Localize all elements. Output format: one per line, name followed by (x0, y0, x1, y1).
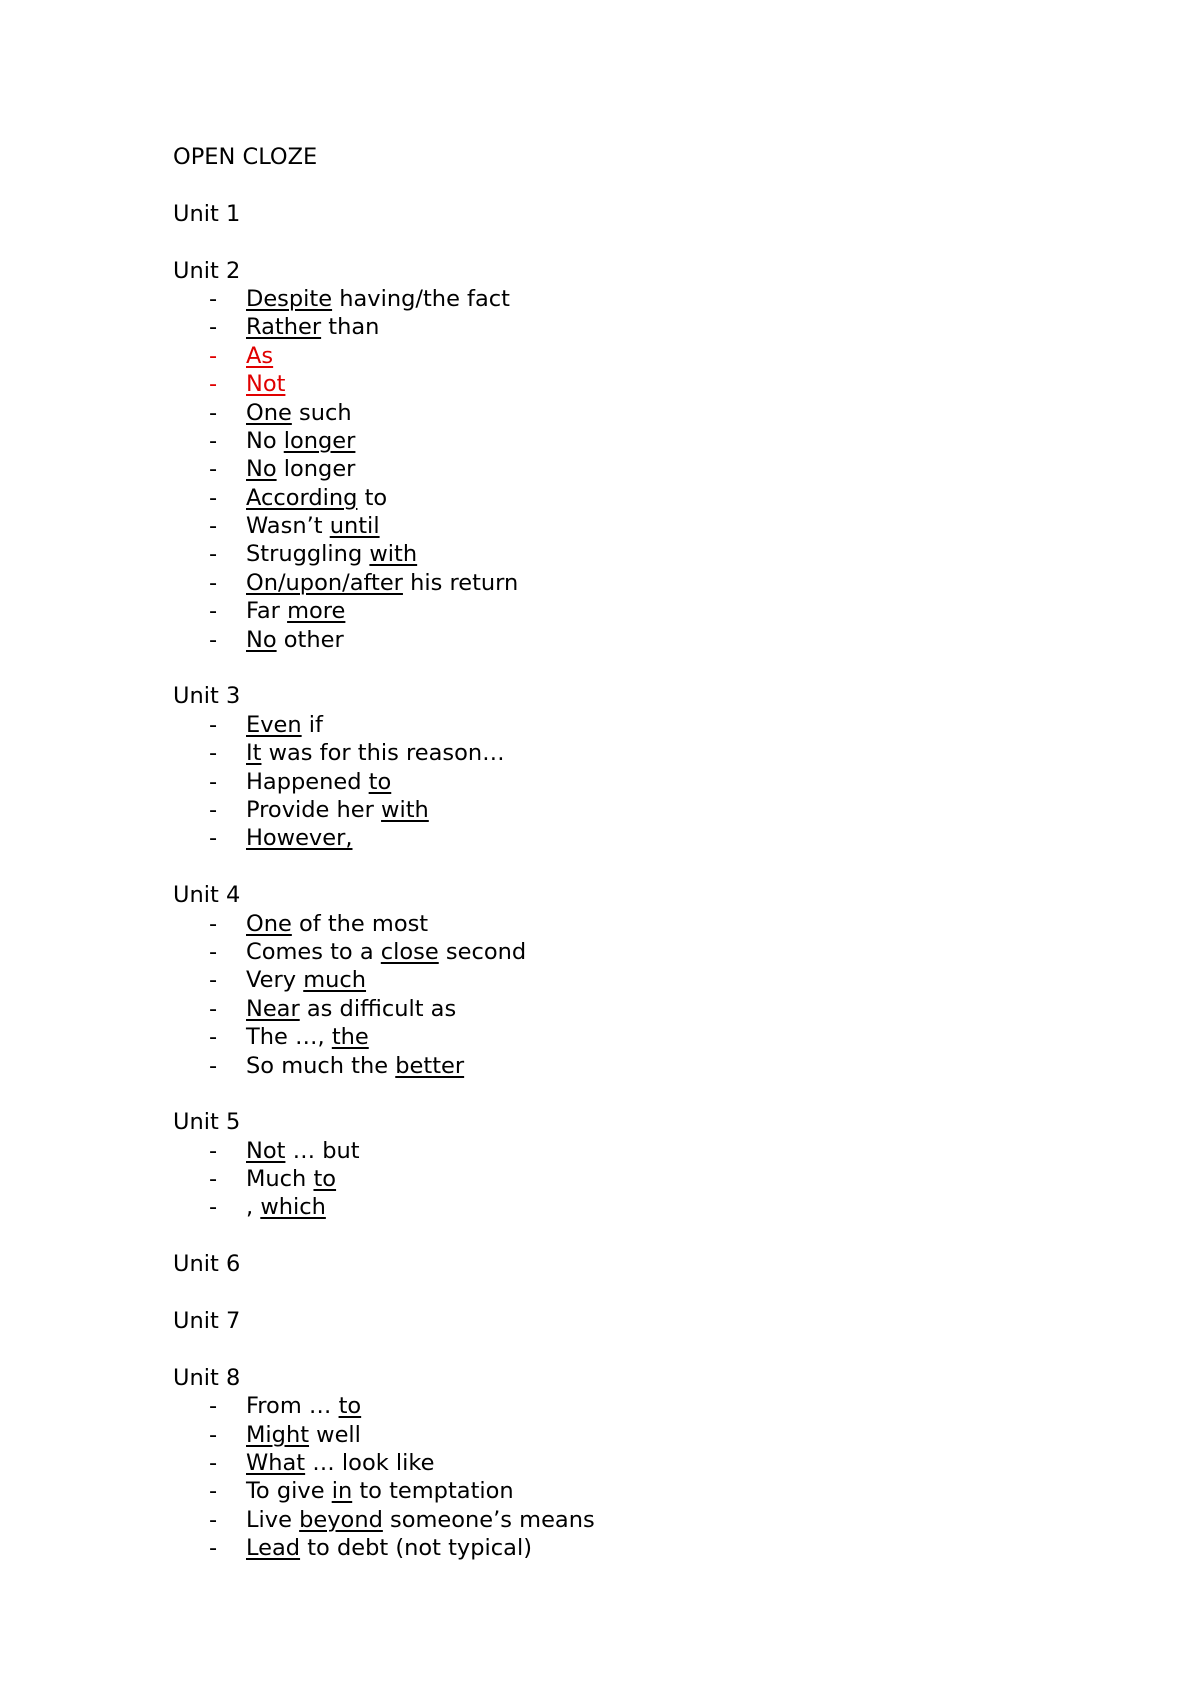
underlined-word: with (381, 796, 429, 823)
phrase-text (246, 285, 510, 313)
list-dash: - (209, 342, 218, 369)
list-dash: - (209, 626, 218, 653)
list-dash: - (209, 740, 218, 767)
phrase-text (246, 455, 355, 483)
phrase-fragment: of the most (291, 910, 429, 937)
phrase-fragment: Happened (246, 768, 369, 795)
list-dash: - (209, 569, 218, 596)
phrase-fragment: Far (246, 598, 288, 625)
list-item (173, 313, 1133, 341)
underlined-word: Near (246, 995, 300, 1022)
underlined-word: with (369, 541, 418, 568)
phrase-list (173, 711, 1133, 853)
list-dash: - (209, 456, 218, 483)
phrase-text (246, 370, 285, 398)
list-item (173, 1165, 1133, 1193)
list-dash: - (209, 796, 218, 823)
unit-section (173, 1250, 1133, 1278)
underlined-word: to (368, 768, 392, 795)
phrase-fragment: longer (276, 456, 356, 483)
phrase-text (246, 1477, 514, 1505)
list-dash: - (209, 938, 218, 965)
unit-section (173, 1364, 1133, 1563)
underlined-word: close (380, 938, 439, 965)
document-page (173, 143, 1133, 1563)
list-dash: - (209, 910, 218, 937)
list-item (173, 455, 1133, 483)
list-dash: - (209, 1449, 218, 1476)
list-item (173, 1392, 1133, 1420)
phrase-text (246, 910, 428, 938)
list-dash: - (209, 1506, 218, 1533)
unit-heading: Unit 3 (173, 683, 241, 710)
underlined-word: No (246, 456, 277, 483)
units-container (173, 200, 1133, 1563)
list-item (173, 626, 1133, 654)
unit-section (173, 1307, 1133, 1335)
underlined-word: Lead (246, 1535, 301, 1562)
phrase-fragment: The …, (246, 1024, 332, 1051)
phrase-fragment: Live (246, 1506, 300, 1533)
phrase-fragment: someone’s means (382, 1506, 595, 1533)
phrase-fragment: his return (402, 569, 519, 596)
document-title: OPEN CLOZE (173, 144, 318, 170)
underlined-word: more (287, 598, 346, 625)
phrase-text (246, 938, 526, 966)
list-item (173, 427, 1133, 455)
list-dash: - (209, 1052, 218, 1079)
underlined-word: One (246, 910, 292, 937)
list-dash: - (209, 285, 218, 312)
underlined-word: to (338, 1393, 362, 1420)
phrase-text (246, 1421, 361, 1449)
phrase-fragment: … but (285, 1137, 360, 1164)
phrase-text (246, 1506, 595, 1534)
phrase-text (246, 1534, 532, 1562)
phrase-text (246, 1449, 434, 1477)
list-dash: - (209, 1137, 218, 1164)
list-item (173, 597, 1133, 625)
phrase-fragment: second (438, 938, 527, 965)
phrase-fragment: So much the (246, 1052, 396, 1079)
unit-heading: Unit 1 (173, 200, 241, 227)
phrase-fragment: Much (246, 1166, 314, 1193)
phrase-text (246, 739, 505, 767)
unit-section (173, 881, 1133, 1080)
phrase-text (246, 569, 518, 597)
list-item (173, 540, 1133, 568)
list-item (173, 768, 1133, 796)
underlined-word: to (313, 1166, 337, 1193)
phrase-fragment: No (246, 427, 284, 454)
list-dash: - (209, 1393, 218, 1420)
unit-section (173, 200, 1133, 228)
list-dash: - (209, 1024, 218, 1051)
underlined-word: longer (283, 427, 356, 454)
list-item (173, 1506, 1133, 1534)
underlined-word: Not (246, 1137, 286, 1164)
phrase-fragment: to debt (not typical) (300, 1535, 532, 1562)
phrase-text (246, 342, 273, 370)
phrase-text (246, 1165, 336, 1193)
list-dash: - (209, 484, 218, 511)
list-item (173, 1137, 1133, 1165)
phrase-text (246, 313, 379, 341)
unit-heading: Unit 7 (173, 1308, 241, 1335)
underlined-word: One (246, 399, 292, 426)
list-dash: - (209, 598, 218, 625)
list-dash: - (209, 513, 218, 540)
phrase-fragment: to temptation (352, 1478, 514, 1505)
unit-section (173, 1108, 1133, 1222)
underlined-word: beyond (299, 1506, 383, 1533)
underlined-word: the (331, 1024, 369, 1051)
list-item (173, 1421, 1133, 1449)
underlined-word: Not (246, 371, 286, 398)
phrase-text (246, 626, 344, 654)
underlined-word: Even (246, 711, 302, 738)
underlined-word: However, (246, 825, 353, 852)
list-item (173, 910, 1133, 938)
phrase-fragment: Struggling (246, 541, 370, 568)
underlined-word: Might (246, 1421, 310, 1448)
phrase-text (246, 796, 429, 824)
list-dash: - (209, 825, 218, 852)
phrase-text (246, 484, 387, 512)
list-dash: - (209, 1478, 218, 1505)
phrase-text (246, 1193, 326, 1221)
phrase-text (246, 1392, 361, 1420)
phrase-text (246, 995, 456, 1023)
phrase-fragment: having/the fact (332, 285, 510, 312)
phrase-text (246, 399, 352, 427)
list-item (173, 1534, 1133, 1562)
phrase-list (173, 910, 1133, 1080)
underlined-word: in (331, 1478, 353, 1505)
phrase-list (173, 1137, 1133, 1222)
phrase-fragment: … look like (305, 1449, 435, 1476)
phrase-fragment: if (301, 711, 323, 738)
phrase-fragment: Provide her (246, 796, 382, 823)
list-item (173, 995, 1133, 1023)
phrase-list (173, 1392, 1133, 1562)
unit-heading: Unit 4 (173, 882, 241, 909)
list-dash: - (209, 967, 218, 994)
underlined-word: What (246, 1449, 306, 1476)
list-dash: - (209, 768, 218, 795)
phrase-text (246, 512, 380, 540)
phrase-fragment: , (246, 1194, 261, 1221)
underlined-word: much (303, 967, 367, 994)
list-item (173, 484, 1133, 512)
phrase-fragment: Comes to a (246, 938, 381, 965)
underlined-word: until (329, 513, 380, 540)
phrase-fragment: Very (246, 967, 304, 994)
underlined-word: It (246, 740, 262, 767)
list-item (173, 342, 1133, 370)
phrase-text (246, 1137, 360, 1165)
phrase-text (246, 711, 323, 739)
phrase-fragment: than (321, 314, 380, 341)
list-dash: - (209, 1194, 218, 1221)
unit-heading: Unit 2 (173, 257, 241, 284)
list-dash: - (209, 541, 218, 568)
phrase-fragment: well (309, 1421, 361, 1448)
phrase-list (173, 285, 1133, 654)
phrase-text (246, 427, 355, 455)
list-item (173, 966, 1133, 994)
underlined-word: According (246, 484, 358, 511)
phrase-fragment: such (291, 399, 352, 426)
list-item (173, 1477, 1133, 1505)
unit-section (173, 257, 1133, 654)
phrase-fragment: was for this reason… (261, 740, 505, 767)
phrase-fragment: From … (246, 1393, 339, 1420)
phrase-fragment: Wasn’t (246, 513, 330, 540)
list-item (173, 370, 1133, 398)
unit-heading: Unit 5 (173, 1109, 241, 1136)
underlined-word: better (395, 1052, 465, 1079)
list-dash: - (209, 371, 218, 398)
list-item (173, 739, 1133, 767)
list-item (173, 512, 1133, 540)
phrase-text (246, 597, 345, 625)
phrase-text (246, 1052, 464, 1080)
list-item (173, 824, 1133, 852)
underlined-word: No (246, 626, 277, 653)
phrase-text (246, 768, 391, 796)
list-dash: - (209, 314, 218, 341)
list-item (173, 1052, 1133, 1080)
list-dash: - (209, 399, 218, 426)
unit-heading: Unit 6 (173, 1251, 241, 1278)
list-dash: - (209, 995, 218, 1022)
phrase-fragment: as difficult as (299, 995, 457, 1022)
underlined-word: On/upon/after (246, 569, 403, 596)
unit-heading: Unit 8 (173, 1364, 241, 1391)
list-dash: - (209, 1421, 218, 1448)
list-item (173, 1023, 1133, 1051)
phrase-text (246, 966, 366, 994)
list-dash: - (209, 427, 218, 454)
list-item (173, 711, 1133, 739)
list-item (173, 569, 1133, 597)
phrase-fragment: to (357, 484, 388, 511)
list-item (173, 1449, 1133, 1477)
phrase-fragment: To give (246, 1478, 332, 1505)
list-item (173, 938, 1133, 966)
list-item (173, 399, 1133, 427)
list-dash: - (209, 1535, 218, 1562)
phrase-text (246, 540, 417, 568)
underlined-word: which (260, 1194, 326, 1221)
underlined-word: As (246, 342, 274, 369)
list-dash: - (209, 1166, 218, 1193)
phrase-text (246, 1023, 369, 1051)
underlined-word: Rather (246, 314, 322, 341)
unit-section (173, 682, 1133, 852)
list-item (173, 1193, 1133, 1221)
phrase-text (246, 824, 353, 852)
list-item (173, 796, 1133, 824)
underlined-word: Despite (246, 285, 333, 312)
list-item (173, 285, 1133, 313)
phrase-fragment: other (276, 626, 344, 653)
list-dash: - (209, 711, 218, 738)
